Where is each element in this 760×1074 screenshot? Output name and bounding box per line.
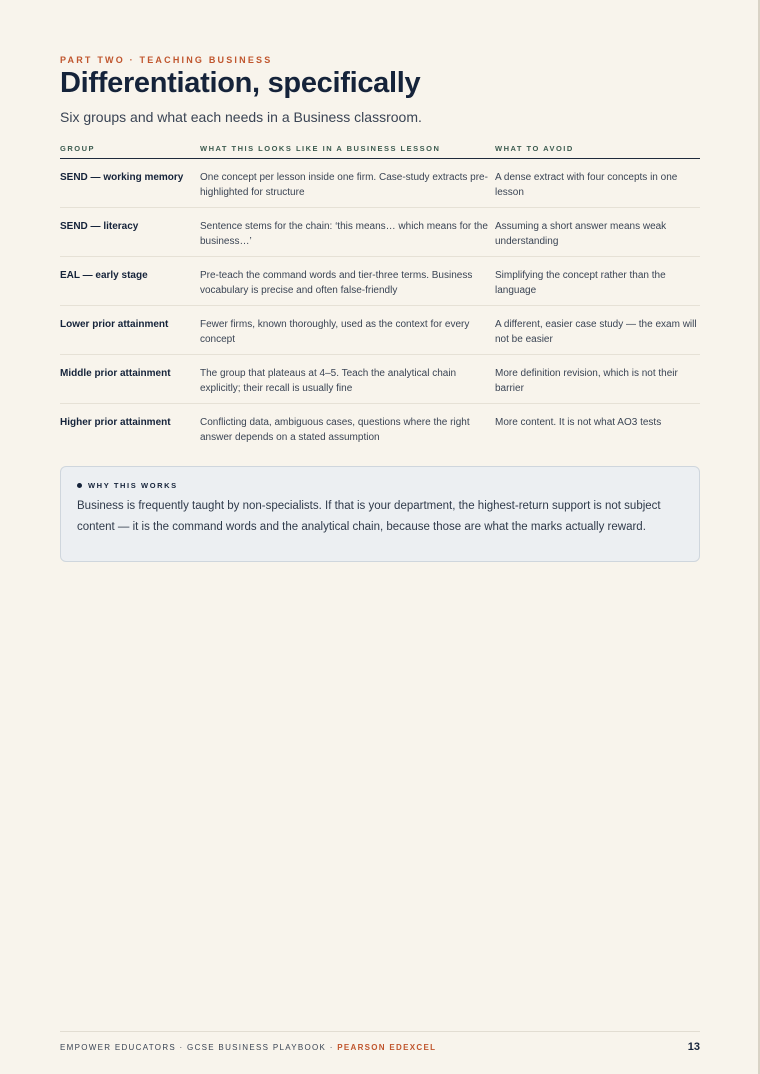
bullet-dot-icon <box>77 483 82 488</box>
looks-like-cell: The group that plateaus at 4–5. Teach the analytical chain explicitly; their recall is usually fine <box>200 368 457 394</box>
table-row <box>60 257 700 306</box>
table-row <box>60 159 700 208</box>
table-row <box>60 404 700 453</box>
footer-exam-board: PEARSON EDEXCEL <box>337 1042 437 1052</box>
page-title: Differentiation, specifically <box>60 67 421 99</box>
looks-like-cell: Pre-teach the command words and tier-three terms. Business vocabulary is precise and often false-friendly <box>200 270 473 296</box>
callout-heading-text: WHY THIS WORKS <box>88 481 178 490</box>
table-header <box>60 144 700 159</box>
group-cell: Higher prior attainment <box>60 417 171 428</box>
column-header-group: GROUP <box>60 144 96 153</box>
callout-heading <box>77 481 683 490</box>
differentiation-table <box>60 144 700 453</box>
footer-credit-text: EMPOWER EDUCATORS · GCSE BUSINESS PLAYBOOK · <box>60 1042 338 1052</box>
avoid-cell: Simplifying the concept rather than the language <box>495 270 666 296</box>
page-number: 13 <box>687 1041 700 1053</box>
section-eyebrow: PART TWO · TEACHING BUSINESS <box>60 55 273 65</box>
page-footer <box>60 1031 700 1053</box>
column-header-looks-like: WHAT THIS LOOKS LIKE IN A BUSINESS LESSON <box>200 144 441 153</box>
avoid-cell: Assuming a short answer means weak understanding <box>495 221 667 247</box>
avoid-cell: More definition revision, which is not their barrier <box>495 368 678 394</box>
avoid-cell: A dense extract with four concepts in one lesson <box>495 172 678 198</box>
page-subtitle: Six groups and what each needs in a Business classroom. <box>60 109 422 125</box>
group-cell: SEND — working memory <box>60 172 184 183</box>
footer-credit <box>60 1043 436 1052</box>
group-cell: SEND — literacy <box>60 221 139 232</box>
table-row <box>60 355 700 404</box>
why-this-works-callout <box>60 466 700 562</box>
looks-like-cell: Conflicting data, ambiguous cases, questions where the right answer depends on a stated assumption <box>200 417 470 443</box>
table-row <box>60 306 700 355</box>
looks-like-cell: One concept per lesson inside one firm. Case-study extracts pre-highlighted for structure <box>200 172 488 198</box>
looks-like-cell: Sentence stems for the chain: ‘this means… which means for the business…’ <box>200 221 488 247</box>
table-row <box>60 208 700 257</box>
avoid-cell: More content. It is not what AO3 tests <box>495 417 662 428</box>
group-cell: Lower prior attainment <box>60 319 169 330</box>
column-header-avoid: WHAT TO AVOID <box>495 144 574 153</box>
avoid-cell: A different, easier case study — the exam will not be easier <box>495 319 697 345</box>
group-cell: Middle prior attainment <box>60 368 171 379</box>
looks-like-cell: Fewer firms, known thoroughly, used as the context for every concept <box>200 319 470 345</box>
group-cell: EAL — early stage <box>60 270 148 281</box>
callout-body: Business is frequently taught by non-specialists. If that is your department, the highest-return support is not subject content — it is the command words and the analytical chain, because those are what the marks actually reward. <box>77 500 661 533</box>
